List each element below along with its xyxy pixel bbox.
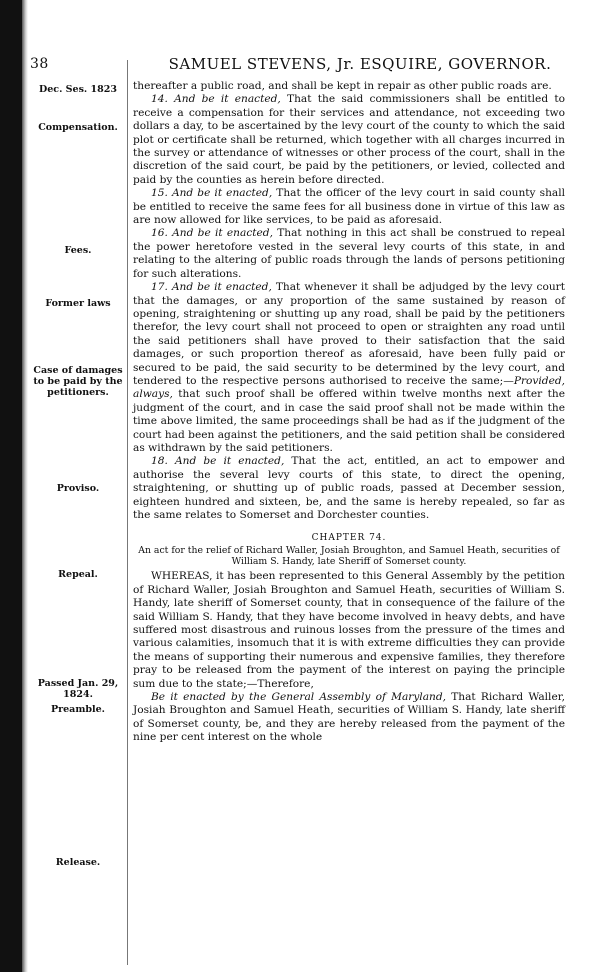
margin-note-former-laws: Former laws bbox=[45, 298, 111, 309]
section-15-text: That the officer of the levy court in said county shall be entitled to receive the same fees for all business done in virtue of this law as are now allowed for like services, to be paid as aforesaid. bbox=[133, 187, 565, 227]
paragraph-13-end: thereafter a public road, and shall be kept in repair as other public roads are. bbox=[133, 80, 552, 92]
margin-note-passed: Passed Jan. 29, 1824. bbox=[37, 678, 119, 700]
running-head bbox=[30, 52, 586, 76]
section-14-text: That the said commissioners shall be entitled to receive a compensation for their services and attendance, not exceeding two dollars a day, to be ascertained by the levy court of the county to which the said plot or certificate shall be returned, which together with all charges incurred in the survey or attendance of witnesses or other process of the court, shall in the discretion of the said court, be paid by the petitioners, or levied, collected and paid by the counties as herein before directed. bbox=[133, 93, 565, 186]
main-text bbox=[133, 80, 565, 745]
enactment-text: That Richard Waller, Josiah Broughton and Samuel Heath, securities of William S. Handy, late sheriff of Somerset county, be, and they are hereby released from the payment of the nine per cent interest on the whole bbox=[133, 691, 565, 744]
margin-note-preamble: Preamble. bbox=[50, 704, 105, 715]
section-15-lead: 15. And be it enacted, bbox=[151, 187, 273, 200]
section-14-lead: 14. And be it enacted, bbox=[151, 93, 281, 106]
section-15 bbox=[133, 187, 565, 227]
section-17-text-continued: that such proof shall be offered within twelve months next after the judgment of the court, and in case the said proof shall not be made within the time above limited, the same proceedings shall be had as if the judgment of the court had been against the petitioners, and the said petition shall be considered as withdrawn by the said petitioners. bbox=[133, 388, 565, 454]
margin-note-repeal: Repeal. bbox=[58, 569, 98, 580]
section-17 bbox=[133, 281, 565, 455]
margin-note-case-of-damages: Case of damages to be paid by the petitioners. bbox=[33, 365, 123, 398]
margin-note-fees: Fees. bbox=[64, 245, 92, 256]
section-18-lead: 18. And be it enacted, bbox=[151, 455, 285, 468]
section-17-proviso: —Provided, always, bbox=[133, 374, 565, 401]
section-16-lead: 16. And be it enacted, bbox=[151, 227, 273, 240]
section-14 bbox=[133, 93, 565, 187]
chapter-description: An act for the relief of Richard Waller, Josiah Broughton, and Samuel Heath, securities of William S. Handy, late Sheriff of Somerset county. bbox=[138, 545, 560, 568]
section-18 bbox=[133, 455, 565, 522]
margin-note-session: Dec. Ses. 1823 bbox=[39, 84, 117, 95]
running-title: SAMUEL STEVENS, Jr. ESQUIRE, GOVERNOR. bbox=[168, 55, 552, 73]
section-16 bbox=[133, 227, 565, 281]
margin-note-proviso: Proviso. bbox=[56, 483, 100, 494]
enactment-lead: Be it enacted by the General Assembly of Maryland, bbox=[151, 691, 446, 704]
page-number: 38 bbox=[30, 56, 49, 72]
chapter-enactment bbox=[133, 691, 565, 745]
section-18-text: That the act, entitled, an act to empower and authorise the several levy courts of this state, to direct the opening, straightening, or shutting up of public roads, passed at December session, eighteen hundred and sixteen, be, and the same is hereby repealed, so far as the same relates to Somerset and Dorchester counties. bbox=[133, 455, 565, 521]
chapter-preamble: WHEREAS, it has been represented to this General Assembly by the petition of Richard Waller, Josiah Broughton and Samuel Heath, securities of William S. Handy, late sheriff of Somerset county, that in consequence of the failure of the said William S. Handy, that they have become involved in heavy debts, and have suffered most disastrous and ruinous losses from the pressure of the times and various calamities, insomuch that it is with extreme difficulties they can provide the means of supporting their numerous and expensive families, they therefore pray to be released from the payment of the interest on paying the principle sum due to the state;—Therefore, bbox=[133, 570, 565, 690]
margin-note-compensation: Compensation. bbox=[38, 122, 118, 133]
margin-note-release: Release. bbox=[55, 857, 101, 868]
chapter-heading: CHAPTER 74. bbox=[311, 533, 387, 544]
chapter-74 bbox=[133, 532, 565, 744]
section-17-lead: 17. And be it enacted, bbox=[151, 281, 272, 294]
section-16-text: That nothing in this act shall be construed to repeal the power heretofore vested in the several levy courts of this state, in and relating to the altering of public roads through the lands of persons petitioning for such alterations. bbox=[133, 227, 565, 280]
section-17-text: That whenever it shall be adjudged by the levy court that the damages, or any proportion of the same sustained by reason of opening, straightening or shutting up any road, shall be paid by the petitioners therefor, the levy court shall not proceed to open or straighten any road until the said petitioners shall have proved to their satisfaction that the said damages, or such proportion thereof as aforesaid, have been fully paid or secured to be paid, the said security to be determined by the levy court, and tendered to the respective persons authorised to receive the same; bbox=[133, 281, 565, 387]
